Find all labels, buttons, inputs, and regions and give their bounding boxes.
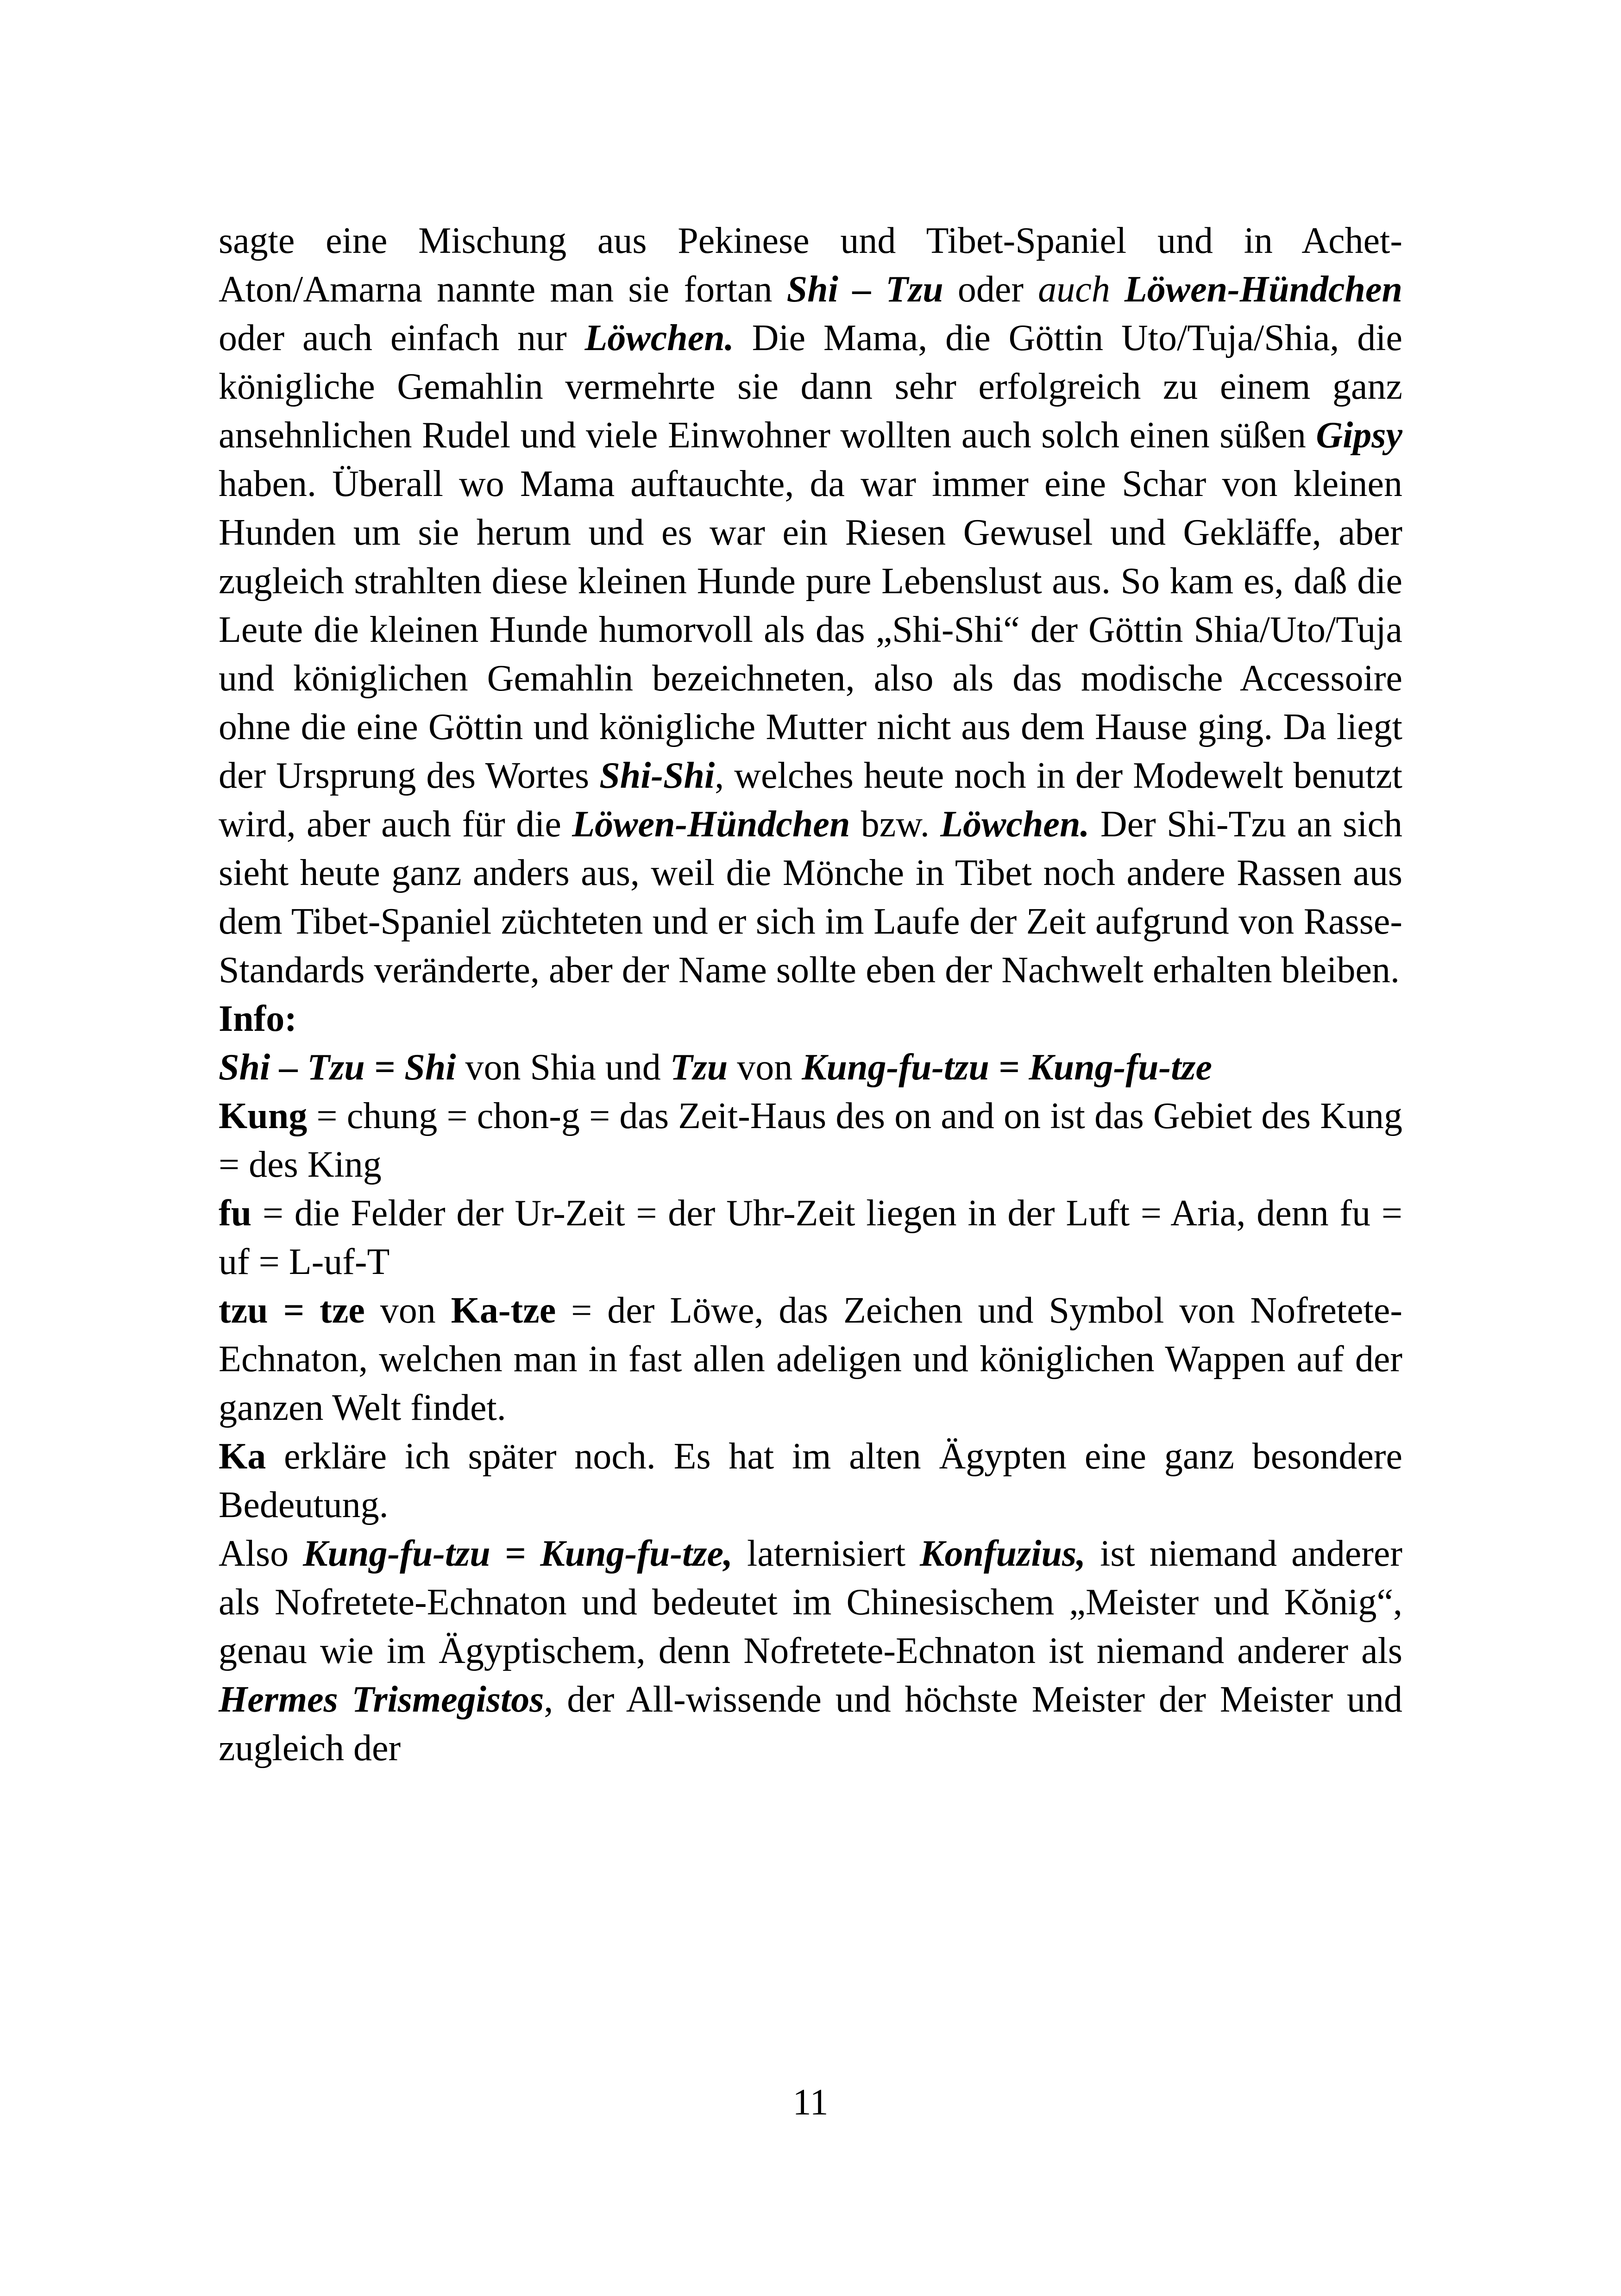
text-run: , der All-wissende und höchste Meister der Meister und zugleich der xyxy=(219,1679,1403,1769)
body-text xyxy=(219,217,1402,1773)
emphasis xyxy=(787,269,943,310)
text-run: Der Shi-Tzu an sich sieht heute ganz anders aus, weil die Mönche in Tibet noch andere Rassen aus dem Tibet-Spaniel züchteten und er sich im Laufe der Zeit aufgrund von Rasse-Standards veränderte, aber der Name sollte eben der Nachwelt erhalten bleiben. xyxy=(219,804,1403,991)
bold-italic-term: Löwen-Hündchen xyxy=(572,804,850,845)
bold-term: fu xyxy=(219,1193,252,1234)
text-run: erkläre ich später noch. Es hat im alten Ägypten eine ganz besondere Bedeutung. xyxy=(219,1436,1402,1525)
bold-italic-term: Kung-fu-tzu = Kung-fu-tze, xyxy=(303,1533,733,1574)
emphasis xyxy=(940,804,1089,845)
text-run: oder xyxy=(943,269,1038,310)
info-ka xyxy=(219,1432,1402,1530)
emphasis xyxy=(1125,269,1402,310)
emphasis xyxy=(585,318,734,358)
text-run: ist niemand anderer als Nofretete-Echnaton und bedeutet im Chinesischem „Meister und Kŏnig“, genau wie im Ägyptischem, denn Nofretete-Echnaton ist niemand anderer als xyxy=(219,1533,1402,1671)
text-run: oder auch einfach nur xyxy=(219,318,585,358)
emphasis xyxy=(802,1047,1212,1088)
emphasis xyxy=(219,1047,456,1088)
bold-italic-term: Shi – Tzu = Shi xyxy=(219,1047,456,1088)
bold-italic-term: Löwchen. xyxy=(940,804,1090,845)
text-run: von xyxy=(728,1047,802,1088)
bold-italic-term: Shi – Tzu xyxy=(786,269,943,310)
bold-term: Kung xyxy=(219,1096,308,1136)
bold-term: Info: xyxy=(219,998,297,1039)
bold-italic-term: Gipsy xyxy=(1316,415,1402,456)
info-heading xyxy=(219,995,1402,1043)
text-run: laternisiert xyxy=(733,1533,920,1574)
text-run xyxy=(1110,269,1125,310)
bold-italic-term: Konfuzius, xyxy=(920,1533,1086,1574)
emphasis xyxy=(599,755,715,796)
bold-italic-term: Hermes Trismegistos xyxy=(219,1679,544,1720)
text-run: von Shia und xyxy=(456,1047,670,1088)
emphasis xyxy=(219,1679,544,1720)
bold-italic-term: Tzu xyxy=(670,1047,728,1088)
emphasis xyxy=(1316,415,1402,456)
info-kung xyxy=(219,1092,1402,1189)
bold-italic-term: Kung-fu-tzu = Kung-fu-tze xyxy=(802,1047,1213,1088)
bold-italic-term: Löwen-Hündchen xyxy=(1124,269,1402,310)
italic-term: auch xyxy=(1038,269,1110,310)
text-run: bzw. xyxy=(850,804,941,845)
bold-term: tzu = tze xyxy=(219,1290,365,1331)
emphasis xyxy=(670,1047,728,1088)
text-run: Die Mama, die Göttin Uto/Tuja/Shia, die königliche Gemahlin vermehrte sie dann sehr erfolgreich zu einem ganz ansehnlichen Rudel und viele Einwohner wollten auch solch einen süßen xyxy=(219,318,1402,456)
text-run: sagte eine Mischung aus Pekinese und Tibet-Spaniel und in Achet-Aton/Amarna nannte man sie fortan xyxy=(219,220,1402,310)
text-run: Also xyxy=(219,1533,303,1574)
text-run: haben. Überall wo Mama auftauchte, da war immer eine Schar von kleinen Hunden um sie herum und es war ein Riesen Gewusel und Gekläffe, aber zugleich strahlten diese kleinen Hunde pure Lebenslust aus. So kam es, daß die Leute die kleinen Hunde humorvoll als das „Shi-Shi“ der Göttin Shia/Uto/Tuja und königlichen Gemahlin bezeichneten, also als das modische Accessoire ohne die eine Göttin und königliche Mutter nicht aus dem Hause ging. Da liegt der Ursprung des Wortes xyxy=(219,464,1402,796)
paragraph-konfuzius xyxy=(219,1530,1402,1773)
text-run: , welches heute noch in der Modewelt benutzt wird, aber auch für die xyxy=(219,755,1402,845)
info-fu xyxy=(219,1189,1402,1286)
info-shi-tzu xyxy=(219,1043,1402,1092)
page-number: 11 xyxy=(792,2082,829,2123)
text-run: von xyxy=(364,1290,451,1331)
emphasis xyxy=(920,1533,1086,1574)
text-run: = die Felder der Ur-Zeit = der Uhr-Zeit liegen in der Luft = Aria, denn fu = uf = L-uf-T xyxy=(219,1193,1402,1282)
bold-italic-term: Löwchen. xyxy=(584,318,734,358)
bold-italic-term: Shi-Shi xyxy=(599,755,715,796)
bold-term: Ka-tze xyxy=(451,1290,556,1331)
paragraph-shi-tzu-origin xyxy=(219,217,1402,995)
emphasis xyxy=(303,1533,733,1574)
emphasis xyxy=(572,804,850,845)
text-run: = chung = chon-g = das Zeit-Haus des on and on ist das Gebiet des Kung = des King xyxy=(219,1096,1402,1185)
info-tzu xyxy=(219,1286,1402,1432)
bold-term: Ka xyxy=(219,1436,266,1477)
text-run: = der Löwe, das Zeichen und Symbol von Nofretete-Echnaton, welchen man in fast allen adeligen und königlichen Wappen auf der ganzen Welt findet. xyxy=(219,1290,1402,1428)
